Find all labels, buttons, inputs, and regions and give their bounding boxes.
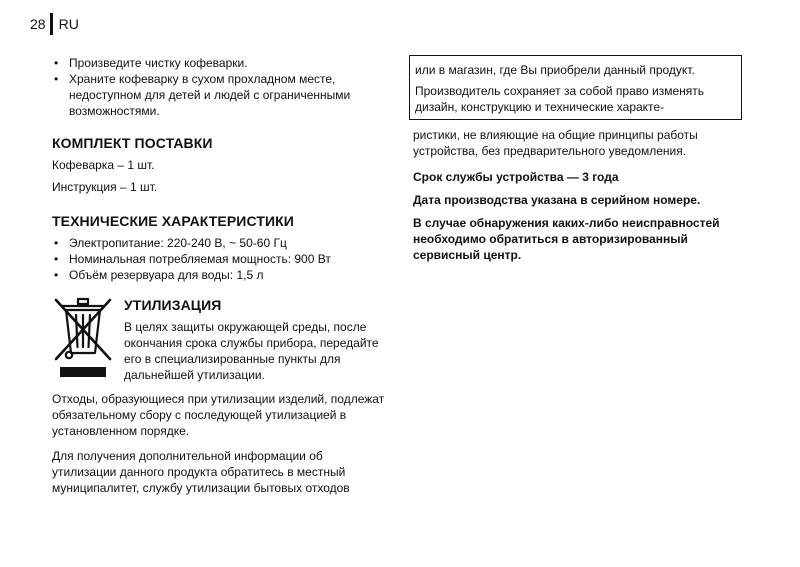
disposal-paragraph: Отходы, образующиеся при утилизации изделий, подлежат обязательному сбору с последующей утилизацией в установленном порядке. — [52, 392, 385, 438]
boxed-line: или в магазин, где Вы приобрели данный продукт. — [415, 63, 695, 77]
disposal-intro: В целях защиты окружающей среды, после окончания срока службы прибора, передайте его в специализированные пункты для дальнейшей утилизации. — [124, 320, 379, 382]
boxed-note — [409, 55, 742, 120]
service-life: Срок службы устройства — 3 года — [413, 170, 619, 184]
list-item: • Объём резервуара для воды: 1,5 л — [52, 267, 387, 283]
disposal-paragraph: Для получения дополнительной информации об утилизации данного продукта обратитесь в местный муниципалитет, службу утилизации бытовых отходов — [52, 449, 350, 495]
page-header — [30, 14, 79, 34]
package-item: Кофеварка – 1 шт. — [52, 158, 155, 172]
header-divider — [50, 13, 53, 35]
page-number: 28 — [30, 16, 46, 32]
specs-heading: ТЕХНИЧЕСКИЕ ХАРАКТЕРИСТИКИ — [52, 213, 294, 229]
disposal-text-block — [124, 297, 387, 383]
intro-bullet-list — [52, 55, 387, 119]
left-column — [52, 55, 387, 496]
right-column — [413, 55, 735, 263]
production-date: Дата производства указана в серийном номере. — [413, 193, 701, 207]
disposal-section — [52, 297, 387, 383]
crossed-bin-icon — [52, 297, 114, 383]
package-item: Инструкция – 1 шт. — [52, 180, 158, 194]
disposal-heading: УТИЛИЗАЦИЯ — [124, 297, 222, 313]
list-item: • Номинальная потребляемая мощность: 900 Вт — [52, 251, 387, 267]
continuation-text: ристики, не влияющие на общие принципы работы устройства, без предварительного уведомления. — [413, 128, 698, 158]
list-item: • Электропитание: 220-240 В, ~ 50-60 Гц — [52, 235, 387, 251]
language-code: RU — [58, 16, 79, 32]
boxed-line: Производитель сохраняет за собой право изменять дизайн, конструкцию и технические характе- — [415, 84, 705, 114]
list-item: • Храните кофеварку в сухом прохладном месте, недоступном для детей и людей с ограниченными возможностями. — [52, 71, 387, 119]
list-item: • Произведите чистку кофеварки. — [52, 55, 387, 71]
defects-notice: В случае обнаружения каких-либо неисправностей необходимо обратиться в авторизированный сервисный центр. — [413, 216, 720, 262]
specs-list — [52, 235, 387, 283]
package-heading: КОМПЛЕКТ ПОСТАВКИ — [52, 135, 213, 151]
